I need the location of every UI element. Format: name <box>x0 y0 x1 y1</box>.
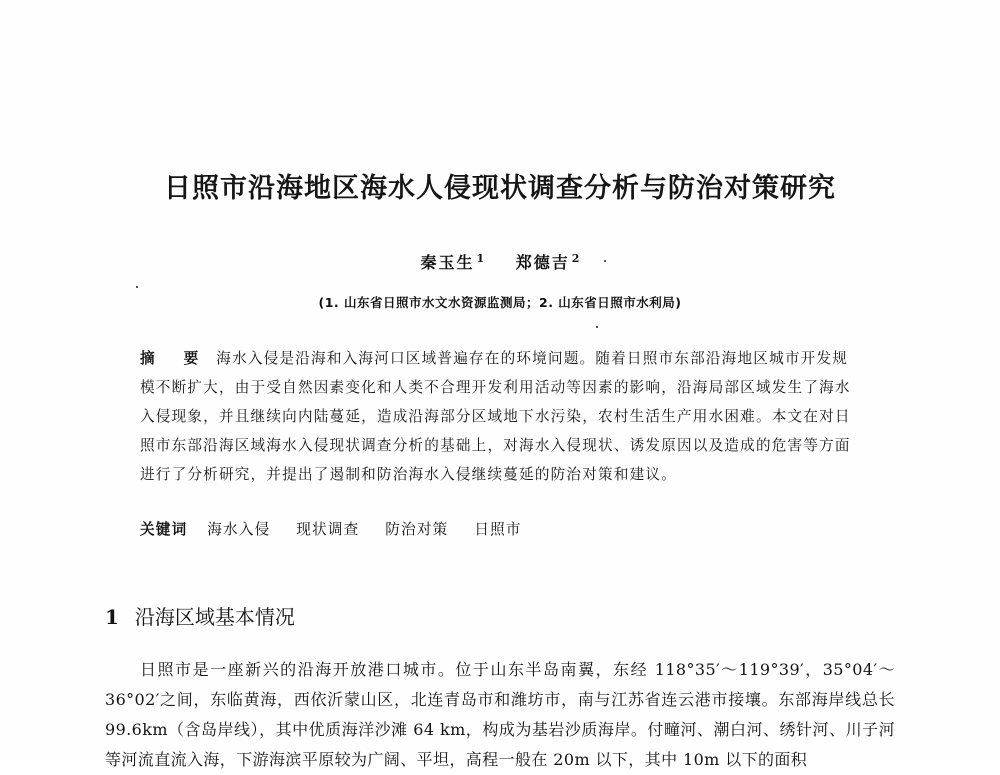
scan-speck <box>596 326 598 328</box>
section-number: 1 <box>105 605 119 629</box>
keyword: 日照市 <box>474 521 522 538</box>
keyword: 海水入侵 <box>207 521 271 538</box>
abstract-label: 摘 要 <box>140 350 211 367</box>
abstract <box>140 344 855 489</box>
author-2 <box>516 250 580 273</box>
scan-speck <box>136 286 138 288</box>
section-title: 沿海区域基本情况 <box>134 605 295 629</box>
author-2-name: 郑德吉 <box>515 253 570 272</box>
keyword: 现状调查 <box>296 521 360 538</box>
author-list <box>0 250 1000 273</box>
body-paragraph: 日照市是一座新兴的沿海开放港口城市。位于山东半岛南翼，东经 118°35′～119°39′，35°04′～36°02′之间，东临黄海，西依沂蒙山区，北连青岛市和潍坊市，南与江苏省连云港市接壤。东部海岸线总长 99.6km（含岛岸线），其中优质海洋沙滩 64 km，构成为基岩沙质海岸。付疃河、潮白河、绣针河、川子河等河流直流入海，下游海滨平原较为广阔、平坦，高程一般在 20m 以下，其中 10m 以下的面积 <box>105 660 895 769</box>
keywords <box>140 518 542 539</box>
section-heading <box>105 601 295 630</box>
paper-title: 日照市沿海地区海水人侵现状调查分析与防治对策研究 <box>164 173 836 204</box>
author-1-name: 秦玉生 <box>420 253 475 272</box>
author-1-affil-mark: 1 <box>476 251 485 265</box>
scan-speck <box>604 260 606 262</box>
abstract-text: 海水入侵是沿海和入海河口区域普遍存在的环境问题。随着日照市东部沿海地区城市开发规模不断扩大，由于受自然因素变化和人类不合理开发利用活动等因素的影响，沿海局部区域发生了海水入侵现象，并且继续向内陆蔓延，造成沿海部分区域地下水污染，农村生活生产用水困难。本文在对日照市东部沿海区域海水入侵现状调查分析的基础上，对海水入侵现状、诱发原因以及造成的危害等方面进行了分析研究，并提出了遏制和防治海水入侵继续蔓延的防治对策和建议。 <box>140 350 851 483</box>
affiliation: (1. 山东省日照市水文水资源监测局；2. 山东省日照市水利局) <box>318 295 682 310</box>
author-1 <box>421 250 485 273</box>
author-2-affil-mark: 2 <box>571 251 580 265</box>
keywords-label: 关键词 <box>140 521 188 538</box>
keyword: 防治对策 <box>385 521 449 538</box>
